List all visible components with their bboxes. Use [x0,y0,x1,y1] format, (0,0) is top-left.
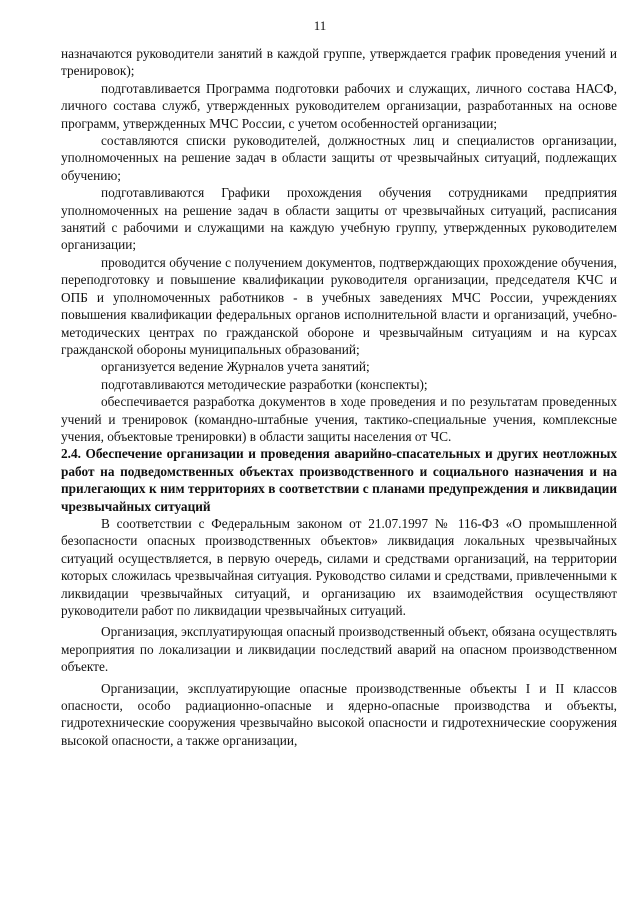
paragraph-schedules: подготавливаются Графики прохождения обучения сотрудниками предприятия уполномоченных на решение задач в области защиты от чрезвычайных ситуаций, расписания занятий с рабочими и служащими на каждую учебную группу, утвержденных руководителем организации; [61,185,617,253]
document-body [61,45,617,749]
paragraph-training-program: подготавливается Программа подготовки рабочих и служащих, личного состава НАСФ, личного состава служб, утвержденных руководителем организации, разработанных на основе программ, утвержденных МЧС России, с учетом особенностей организации; [61,80,617,131]
page-number: 11 [313,18,327,33]
paragraph-federal-law: В соответствии с Федеральным законом от 21.07.1997 № 116-ФЗ «О промышленной безопасности опасных производственных объектов» ликвидация локальных чрезвычайных ситуаций осуществляется, в первую очередь, силами и средствами организаций, на территории которых сложилась чрезвычайная ситуация. Руководство силами и средствами, привлеченными к ликвидации чрезвычайных ситуаций, и организацию их взаимодействия осуществляют руководители работ по ликвидации чрезвычайных ситуаций. [61,515,617,618]
paragraph-organization-obligation: Организация, эксплуатирующая опасный производственный объект, обязана осуществлять мероприятия по локализации и ликвидации последствий аварий на опасном производственном объекте. [61,624,617,675]
paragraph-methodical: подготавливаются методические разработки (конспекты); [101,376,428,392]
section-title: 2.4. Обеспечение организации и проведения аварийно-спасательных и других неотложных работ на подведомственных объектах производственного и социального назначения и на прилегающих к ним территориях в соответствии с планами предупреждения и ликвидации чрезвычайных ситуаций [61,446,617,514]
paragraph-journals: организуется ведение Журналов учета занятий; [101,359,370,375]
paragraph-lists: составляются списки руководителей, должностных лиц и специалистов организации, уполномоченных на решение задач в области защиты от чрезвычайных ситуаций, подлежащих обучению; [61,133,617,183]
paragraph-hazard-classes: Организации, эксплуатирующие опасные производственные объекты I и II классов опасности, особо радиационно-опасные и ядерно-опасные производства и объекты, гидротехнические сооружения чрезвычайно высокой опасности и гидротехнические сооружения высокой опасности, а также организации, [61,680,617,748]
paragraph-training: проводится обучение с получением документов, подтверждающих прохождение обучения, переподготовку и повышение квалификации руководителя организации, председателя КЧС и ОПБ и уполномоченных работников - в учебных заведениях МЧС России, учреждениях повышения квалификации федеральных органов исполнительной власти и организаций, учебно-методических центрах по гражданской обороне и чрезвычайным ситуациям и на курсах гражданской обороны муниципальных образований; [61,254,617,357]
paragraph-documents: обеспечивается разработка документов в ходе проведения и по результатам проведенных учений и тренировок (командно-штабные учения, тактико-специальные учения, комплексные учения, объектовые тренировки) в области защиты населения от ЧС. [61,394,617,444]
paragraph-continuation: назначаются руководители занятий в каждой группе, утверждается график проведения учений и тренировок); [61,46,617,79]
